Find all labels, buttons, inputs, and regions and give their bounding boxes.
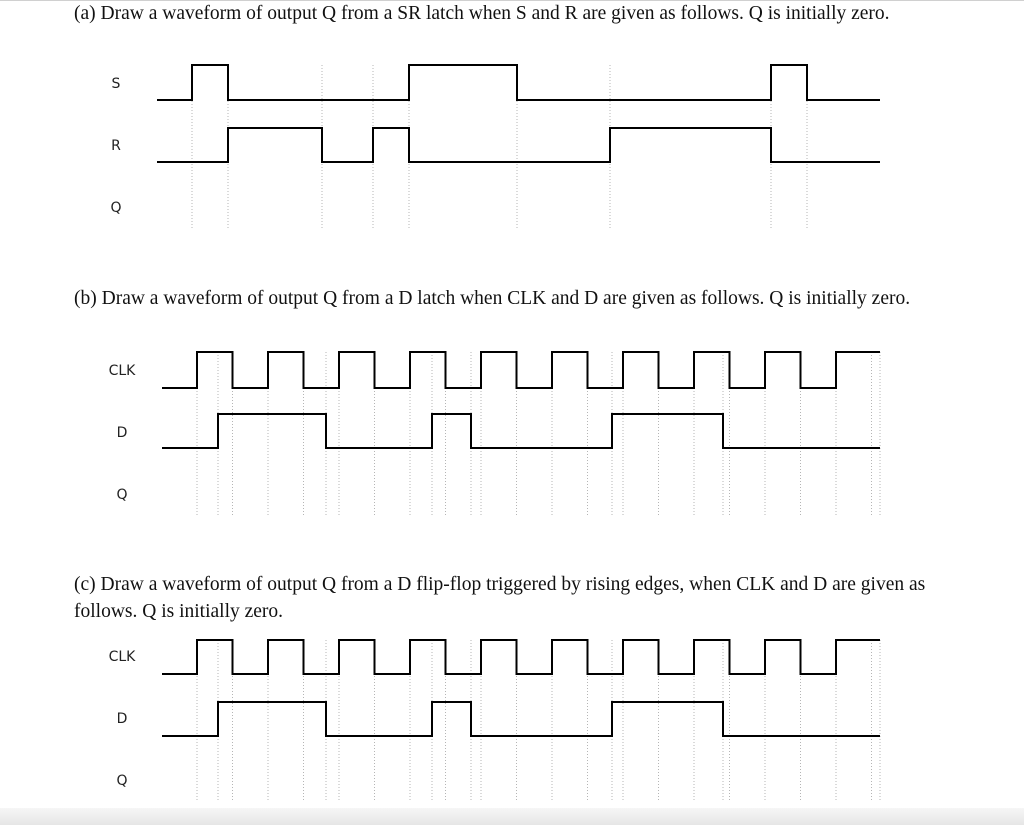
question-c-text: (c) Draw a waveform of output Q from a D flip-flop triggered by rising edges, when CLK and D are given as follows. Q is initially zero. bbox=[74, 574, 926, 622]
label-b-q: Q bbox=[116, 487, 128, 503]
waveform-c-d bbox=[162, 702, 880, 736]
label-a-s: S bbox=[111, 76, 121, 92]
label-b-clk: CLK bbox=[108, 363, 136, 379]
question-a-text: (a) Draw a waveform of output Q from a SR latch when S and R are given as follows. Q is initially zero. bbox=[74, 3, 890, 24]
bottom-shadow bbox=[0, 808, 1024, 825]
guides-b bbox=[197, 352, 880, 515]
waveform-a-r bbox=[157, 128, 880, 162]
label-c-d: D bbox=[116, 711, 128, 727]
label-a-r: R bbox=[111, 138, 121, 154]
label-c-clk: CLK bbox=[108, 649, 136, 665]
label-a-q: Q bbox=[110, 200, 122, 216]
waveform-c-clk bbox=[162, 640, 880, 674]
waveform-a-s bbox=[157, 65, 880, 100]
guides-a bbox=[192, 65, 807, 228]
guides-c bbox=[197, 640, 880, 800]
label-b-d: D bbox=[116, 425, 128, 441]
waveform-b-clk bbox=[162, 352, 880, 388]
question-b-text: (b) Draw a waveform of output Q from a D latch when CLK and D are given as follows. Q is initially zero. bbox=[74, 288, 911, 309]
waveform-b-d bbox=[162, 414, 880, 448]
label-c-q: Q bbox=[116, 773, 128, 789]
